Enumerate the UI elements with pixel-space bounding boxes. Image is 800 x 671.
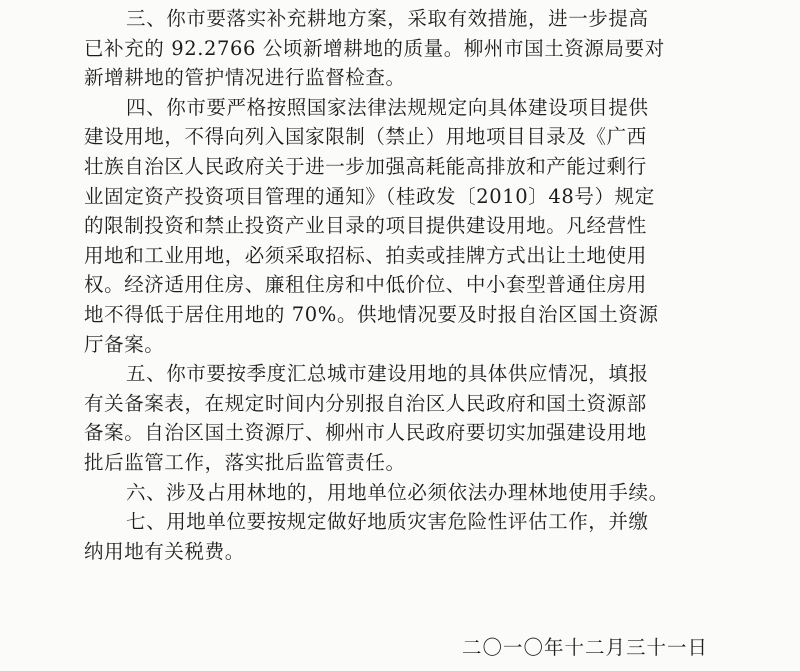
paragraph-3: [84, 4, 704, 93]
paragraph-7: [84, 507, 704, 566]
text-line: 已补充的 92.2766 公顷新增耕地的质量。柳州市国土资源局要对: [84, 36, 665, 60]
text-line: 业固定资产投资项目管理的通知》（桂政发〔2010〕48号）规定: [84, 184, 655, 208]
text-line: 批后监管工作，落实批后监管责任。: [84, 450, 406, 474]
text-line: 壮族自治区人民政府关于进一步加强高耗能高排放和产能过剩行: [84, 154, 647, 178]
document-date: 二〇一〇年十二月三十一日: [461, 636, 708, 659]
text-line: 厅备案。: [84, 332, 165, 356]
document-body: [84, 4, 704, 566]
text-line: 六、涉及占用林地的，用地单位必须依法办理林地使用手续。: [126, 480, 669, 504]
text-line: 新增耕地的管护情况进行监督检查。: [84, 66, 406, 90]
paragraph-4: [84, 93, 704, 359]
text-line: 五、你市要按季度汇总城市建设用地的具体供应情况，填报: [126, 362, 649, 386]
paragraph-5: [84, 359, 704, 477]
text-line: 七、用地单位要按规定做好地质灾害危险性评估工作，并缴: [126, 510, 649, 534]
text-line: 三、你市要落实补充耕地方案，采取有效措施，进一步提高: [126, 7, 649, 30]
text-line: 地不得低于居住用地的 70%。供地情况要及时报自治区国土资源: [84, 302, 659, 326]
text-line: 四、你市要严格按照国家法律法规规定向具体建设项目提供: [126, 95, 649, 119]
text-line: 纳用地有关税费。: [84, 539, 245, 563]
text-line: 的限制投资和禁止投资产业目录的项目提供建设用地。凡经营性: [84, 214, 647, 238]
text-line: 用地和工业用地，必须采取招标、拍卖或挂牌方式出让土地使用: [84, 243, 647, 267]
text-line: 权。经济适用住房、廉租住房和中低价位、中小套型普通住房用: [84, 273, 647, 297]
text-line: 备案。自治区国土资源厅、柳州市人民政府要切实加强建设用地: [84, 421, 647, 445]
text-line: 有关备案表，在规定时间内分别报自治区人民政府和国土资源部: [84, 391, 647, 415]
paragraph-6: [84, 478, 704, 508]
text-line: 建设用地，不得向列入国家限制（禁止）用地项目目录及《广西: [84, 125, 647, 149]
